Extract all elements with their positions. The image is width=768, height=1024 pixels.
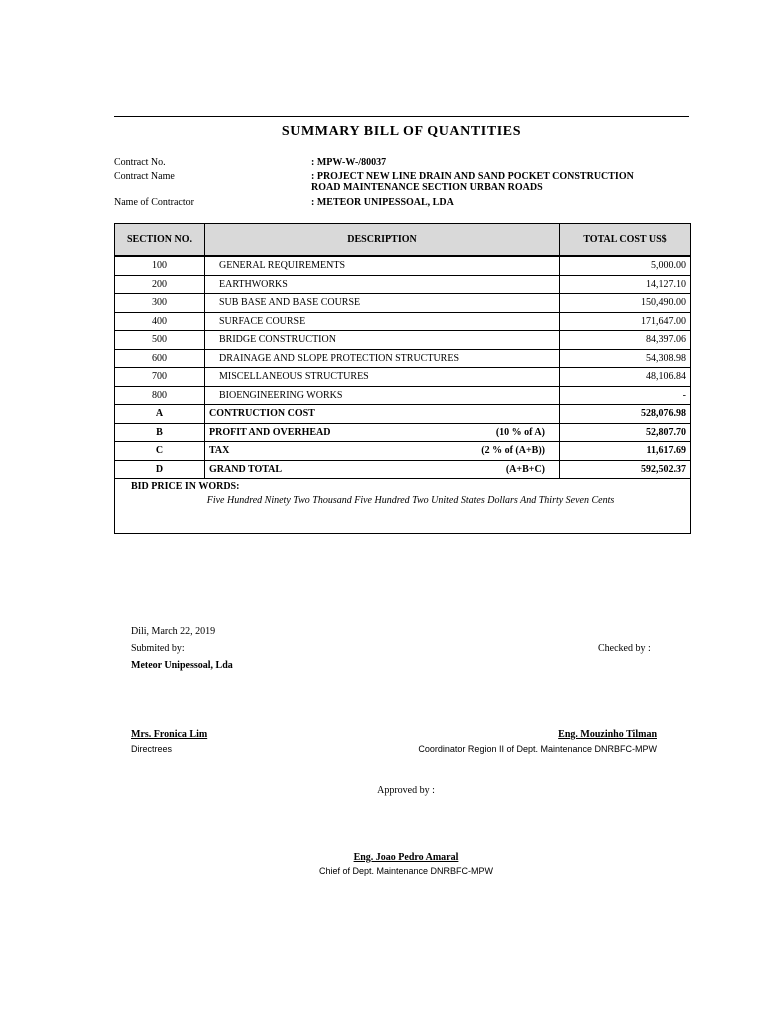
- checker-title: Coordinator Region II of Dept. Maintenance DNRBFC-MPW: [418, 744, 657, 754]
- contractor-value: : METEOR UNIPESSOAL, LDA: [311, 197, 454, 208]
- summary-desc-label: PROFIT AND OVERHEAD: [209, 426, 331, 438]
- section-desc: SURFACE COURSE: [205, 312, 560, 331]
- bid-words-label: BID PRICE IN WORDS:: [131, 481, 240, 492]
- summary-no: D: [115, 460, 205, 479]
- submitter-title: Directrees: [131, 744, 173, 754]
- table-row: [115, 312, 691, 331]
- summary-desc-label: TAX: [209, 445, 230, 457]
- section-no: 500: [115, 331, 205, 350]
- section-desc: EARTHWORKS: [205, 275, 560, 294]
- summary-no: A: [115, 405, 205, 424]
- section-cost: 150,490.00: [560, 294, 691, 313]
- header-section-no: SECTION NO.: [115, 224, 205, 257]
- section-no: 200: [115, 275, 205, 294]
- table-row: [115, 294, 691, 313]
- summary-desc-label: GRAND TOTAL: [209, 463, 283, 475]
- summary-cost: 528,076.98: [560, 405, 691, 424]
- section-cost: 171,647.00: [560, 312, 691, 331]
- contract-name-label: Contract Name: [114, 171, 175, 182]
- summary-no: B: [115, 423, 205, 442]
- bid-words-cell: [115, 479, 691, 534]
- header-total-cost: TOTAL COST US$: [560, 224, 691, 257]
- contract-name-line2: ROAD MAINTENANCE SECTION URBAN ROADS: [311, 182, 543, 193]
- section-no: 400: [115, 312, 205, 331]
- section-desc: SUB BASE AND BASE COURSE: [205, 294, 560, 313]
- summary-cost: 52,807.70: [560, 423, 691, 442]
- section-cost: -: [560, 386, 691, 405]
- summary-cost: 11,617.69: [560, 442, 691, 461]
- section-cost: 54,308.98: [560, 349, 691, 368]
- section-no: 300: [115, 294, 205, 313]
- summary-desc-label: CONTRUCTION COST: [209, 408, 315, 420]
- section-no: 100: [115, 256, 205, 275]
- section-no: 600: [115, 349, 205, 368]
- bid-words-row: [115, 479, 691, 534]
- summary-desc: [205, 460, 560, 479]
- place-date: Dili, March 22, 2019: [131, 626, 216, 637]
- table-row: [115, 331, 691, 350]
- company-name: Meteor Unipessoal, Lda: [131, 660, 233, 671]
- top-rule: [114, 116, 689, 117]
- summary-desc: [205, 405, 560, 424]
- section-cost: 84,397.06: [560, 331, 691, 350]
- table-row: [115, 275, 691, 294]
- summary-cost: 592,502.37: [560, 460, 691, 479]
- table-row: [115, 386, 691, 405]
- summary-note: (A+B+C): [505, 463, 545, 475]
- table-row: [115, 256, 691, 275]
- section-cost: 14,127.10: [560, 275, 691, 294]
- contractor-label: Name of Contractor: [114, 197, 194, 208]
- section-no: 800: [115, 386, 205, 405]
- section-no: 700: [115, 368, 205, 387]
- section-cost: 48,106.84: [560, 368, 691, 387]
- contract-name-line1: : PROJECT NEW LINE DRAIN AND SAND POCKET CONSTRUCTION: [311, 171, 634, 182]
- checked-by-label: Checked by :: [598, 643, 651, 654]
- approver-name: Eng. Joao Pedro Amaral: [353, 852, 459, 863]
- section-desc: BIOENGINEERING WORKS: [205, 386, 560, 405]
- section-cost: 5,000.00: [560, 256, 691, 275]
- submitted-by-label: Submited by:: [131, 643, 185, 654]
- summary-row-d: [115, 460, 691, 479]
- page-title: SUMMARY BILL OF QUANTITIES: [281, 124, 522, 139]
- summary-row-a: [115, 405, 691, 424]
- contract-no-value: : MPW-W-/80037: [311, 157, 387, 168]
- table-row: [115, 349, 691, 368]
- section-desc: GENERAL REQUIREMENTS: [205, 256, 560, 275]
- section-desc: BRIDGE CONSTRUCTION: [205, 331, 560, 350]
- bid-words-text: Five Hundred Ninety Two Thousand Five Hundred Two United States Dollars And Thirty Seven Cents: [206, 495, 615, 506]
- header-description: DESCRIPTION: [205, 224, 560, 257]
- summary-row-c: [115, 442, 691, 461]
- summary-row-b: [115, 423, 691, 442]
- section-desc: DRAINAGE AND SLOPE PROTECTION STRUCTURES: [205, 349, 560, 368]
- summary-desc: [205, 423, 560, 442]
- table-row: [115, 368, 691, 387]
- approver-title: Chief of Dept. Maintenance DNRBFC-MPW: [318, 866, 494, 876]
- summary-no: C: [115, 442, 205, 461]
- boq-table: [114, 223, 691, 534]
- summary-desc: [205, 442, 560, 461]
- summary-note: (10 % of A): [495, 426, 545, 438]
- submitter-name: Mrs. Fronica Lim: [131, 729, 208, 740]
- summary-note: (2 % of (A+B)): [481, 445, 545, 457]
- contract-no-label: Contract No.: [114, 157, 166, 168]
- approved-by-label: Approved by :: [377, 785, 435, 796]
- section-desc: MISCELLANEOUS STRUCTURES: [205, 368, 560, 387]
- checker-name: Eng. Mouzinho Tilman: [558, 729, 657, 740]
- table-header-row: [115, 224, 691, 257]
